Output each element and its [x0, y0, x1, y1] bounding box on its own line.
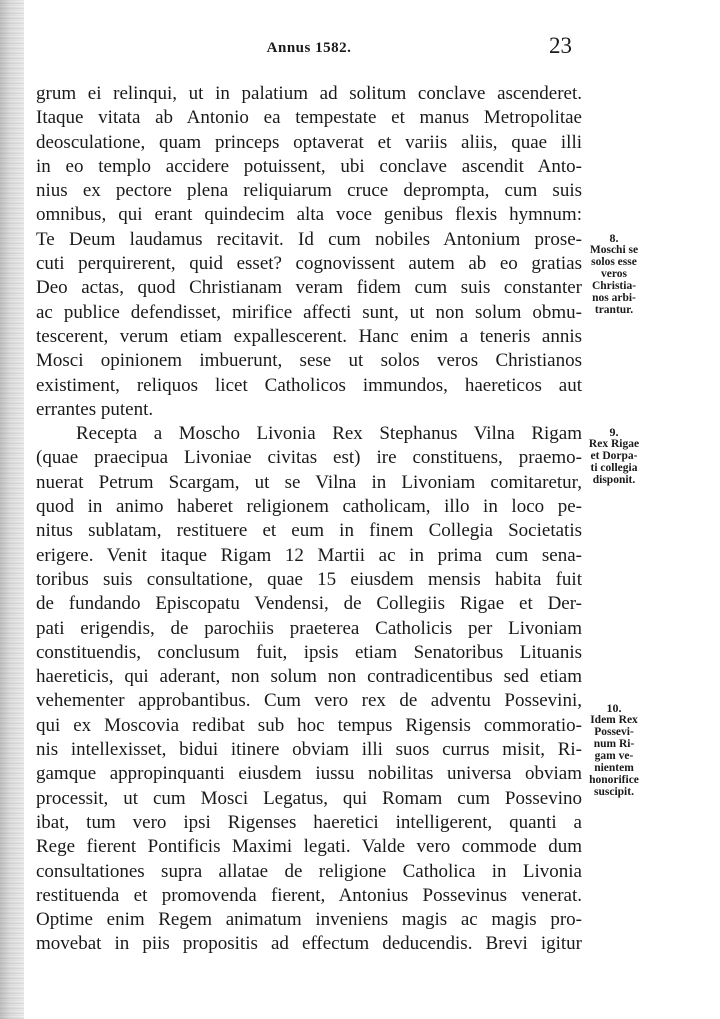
- text-line: Mosci opinionem imbuerunt, sese ut solos veros Christianos: [36, 350, 582, 372]
- margin-note-number: 8.: [609, 231, 619, 245]
- text-line: constituendis, conclusum fuit, ipsis etiam Senatoribus Lituanis: [36, 641, 582, 663]
- text-line: quod in animo haberet religionem catholicam, illo in loco pe-: [36, 496, 582, 518]
- text-line: errantes putent.: [36, 398, 154, 420]
- margin-note-line: ti collegia: [590, 462, 638, 474]
- text-line: gamque appropinquanti eiusdem iussu nobilitas universa obviam: [36, 763, 582, 785]
- text-line: omnibus, qui erant quindecim alta voce genibus flexis hymnum:: [36, 204, 582, 226]
- text-line: toribus suis consultatione, quae 15 eiusdem mensis habita fuit: [36, 568, 582, 590]
- text-line: in eo templo accidere potuissent, ubi conclave ascendit Anto-: [36, 155, 582, 177]
- margin-note-line: suscipit.: [594, 786, 634, 798]
- text-line: ibat, tum vero ipsi Rigenses haeretici intelligerent, quanti a: [36, 811, 582, 833]
- margin-note-line: honorifice: [589, 774, 639, 786]
- margin-note-9: [580, 426, 648, 486]
- text-line: restituenda et promovenda fierent, Antonius Possevinus venerat.: [36, 884, 582, 906]
- text-line: movebat in piis propositis ad effectum deducendis. Brevi igitur: [36, 933, 582, 955]
- text-line: vehementer approbantibus. Cum vero rex de adventu Possevini,: [36, 690, 582, 712]
- book-binding-edge: [0, 0, 24, 1019]
- text-line: erigere. Venit itaque Rigam 12 Martii ac in prima cum sena-: [36, 544, 582, 566]
- text-line: nitus sublatam, restituere et eum in finem Collegia Societatis: [36, 520, 582, 542]
- margin-note-line: trantur.: [594, 304, 634, 316]
- page-number: 23: [549, 33, 572, 58]
- page-header: [36, 33, 582, 66]
- text-line: tescerent, verum etiam expallescerent. Hanc enim a teneris annis: [36, 325, 582, 347]
- text-line: de fundando Episcopatu Vendensi, de Collegiis Rigae et Der-: [36, 593, 582, 615]
- text-line: (quae praecipua Livoniae civitas est) ire constituens, praemo-: [36, 447, 582, 469]
- text-line: deosculatione, quam princeps optaverat et variis aliis, quae illi: [36, 131, 582, 153]
- margin-note-line: gam ve-: [594, 750, 634, 762]
- margin-note-number: 9.: [609, 425, 619, 439]
- text-line: pati erigendis, de parochiis praeterea Catholicis per Livoniam: [36, 617, 582, 639]
- margin-note-line: disponit.: [592, 474, 636, 486]
- text-line: grum ei relinqui, ut in palatium ad solitum conclave ascenderet.: [36, 83, 582, 104]
- main-text: [36, 82, 582, 957]
- text-line: consultationes supra allatae de religione Catholica in Livonia: [36, 860, 582, 882]
- text-line: Recepta a Moscho Livonia Rex Stephanus Vilna Rigam: [76, 423, 582, 445]
- margin-note-line: nientem: [594, 762, 634, 774]
- text-line: Rege fierent Pontificis Maximi legati. Valde vero commode dum: [36, 836, 582, 858]
- running-head: Annus 1582.: [266, 40, 352, 56]
- margin-note-line: Moschi se: [589, 244, 639, 256]
- margin-note-line: veros: [601, 268, 627, 280]
- text-line: nuerat Petrum Scargam, ut se Vilna in Livoniam comitaretur,: [36, 471, 582, 493]
- text-line: Optime enim Regem animatum inveniens magis ac magis pro-: [36, 909, 582, 931]
- text-line: processit, ut cum Mosci Legatus, qui Romam cum Possevino: [36, 787, 582, 809]
- text-line: cuti perquirerent, quid esset? cognovissent autem ab eo gratias: [36, 253, 582, 275]
- text-line: haereticis, qui aderant, non solum non contradicentibus sed etiam: [36, 666, 582, 688]
- margin-note-number: 10.: [606, 701, 622, 715]
- text-line: qui ex Moscovia redibat sub hoc tempus Rigensis commoratio-: [36, 714, 582, 736]
- margin-note-line: num Ri-: [593, 738, 635, 750]
- margin-note-line: Idem Rex: [590, 714, 638, 726]
- margin-note-line: solos esse: [591, 256, 637, 268]
- text-line: nius ex pectore plena reliquiarum cruce deprompta, cum suis: [36, 180, 582, 202]
- margin-note-10: [580, 702, 648, 798]
- margin-note-line: Christia-: [591, 280, 637, 292]
- text-line: existiment, reliquos licet Catholicos immundos, haereticos aut: [36, 374, 582, 396]
- margin-note-line: nos arbi-: [592, 292, 636, 304]
- text-line: ac publice defendisset, mirifice affecti sunt, ut non solum obmu-: [36, 301, 582, 323]
- margin-note-line: Possevi-: [594, 726, 634, 738]
- margin-note-line: Rex Rigae: [588, 438, 640, 450]
- text-line: nis intellexisset, bidui itinere obviam illi suos currus misit, Ri-: [36, 739, 582, 761]
- text-line: Deo actas, quod Christianam veram fidem cum suis constanter: [36, 277, 582, 299]
- margin-note-line: et Dorpa-: [590, 450, 638, 462]
- text-line: Te Deum laudamus recitavit. Id cum nobiles Antonium prose-: [36, 228, 582, 250]
- text-line: Itaque vitata ab Antonio ea tempestate et manus Metropolitae: [36, 107, 582, 129]
- margin-note-8: [580, 232, 648, 316]
